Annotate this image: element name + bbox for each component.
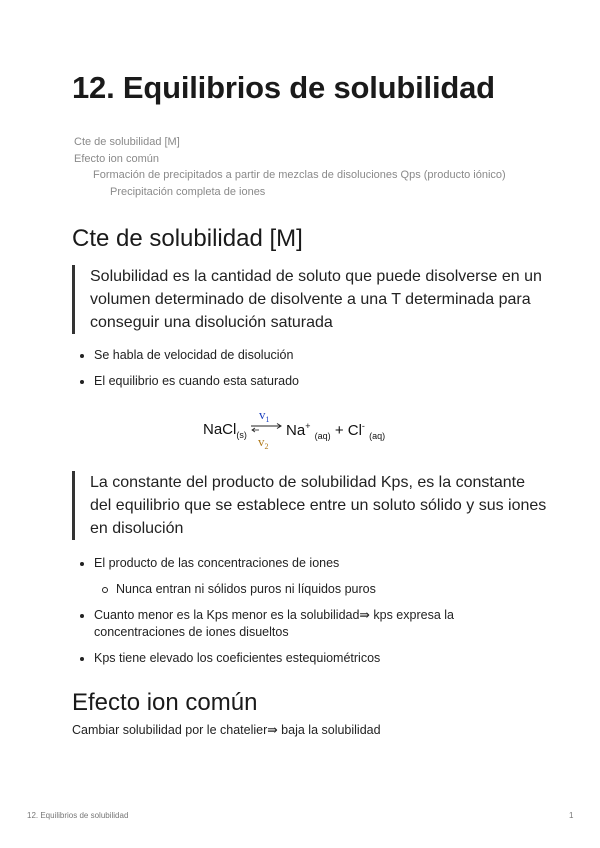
toc-item-formacion-precipitados[interactable]: Formación de precipitados a partir de mezclas de disoluciones Qps (producto iónico)	[93, 169, 506, 181]
reverse-rate-label: $v_2$	[258, 434, 269, 451]
table-of-contents	[74, 134, 506, 200]
footer-page-number: 1	[569, 811, 574, 820]
bullet-list-kps	[72, 555, 492, 667]
list-item: Nunca entran ni sólidos puros ni líquidos puros	[72, 581, 492, 598]
equation-reactant: NaCl$_{(s)}$	[203, 421, 247, 440]
page-title: 12. Equilibrios de solubilidad	[72, 70, 495, 105]
toc-item-cte-solubilidad[interactable]: Cte de solubilidad [M]	[74, 136, 180, 148]
list-item: Kps tiene elevado los coeficientes estequiométricos	[72, 650, 492, 667]
dissociation-equation	[203, 407, 413, 455]
equation-products: Na+ $_{(aq)}$ + Cl- $_{(aq)}$	[286, 421, 386, 441]
efecto-ion-comun-text: Cambiar solubilidad por le chatelier⇛ baja la solubilidad	[72, 723, 381, 737]
section-heading-efecto-ion-comun: Efecto ion común	[72, 689, 258, 716]
footer-title: 12. Equilibrios de solubilidad	[27, 811, 129, 820]
list-item: Cuanto menor es la Kps menor es la solubilidad⇛ kps expresa la concentraciones de iones disueltos	[72, 607, 492, 641]
equilibrium-arrows-icon	[249, 422, 285, 434]
list-item: El producto de las concentraciones de iones	[72, 555, 492, 572]
forward-rate-label: $v_1$	[259, 407, 270, 424]
toc-item-efecto-ion-comun[interactable]: Efecto ion común	[74, 152, 159, 165]
list-item: Se habla de velocidad de disolución	[72, 347, 532, 364]
bullet-list-velocidad	[72, 347, 532, 390]
definition-quote-solubilidad: Solubilidad es la cantidad de soluto que puede disolverse en un volumen determinado de disolvente a una T determinada para conseguir una disolución saturada	[72, 265, 550, 334]
list-item: El equilibrio es cuando esta saturado	[72, 373, 532, 390]
toc-item-precipitacion-completa[interactable]: Precipitación completa de iones	[110, 185, 266, 198]
section-heading-cte-solubilidad: Cte de solubilidad [M]	[72, 225, 303, 252]
definition-quote-kps: La constante del producto de solubilidad Kps, es la constante del equilibrio que se establece entre un soluto sólido y sus iones en disolución	[72, 471, 550, 540]
